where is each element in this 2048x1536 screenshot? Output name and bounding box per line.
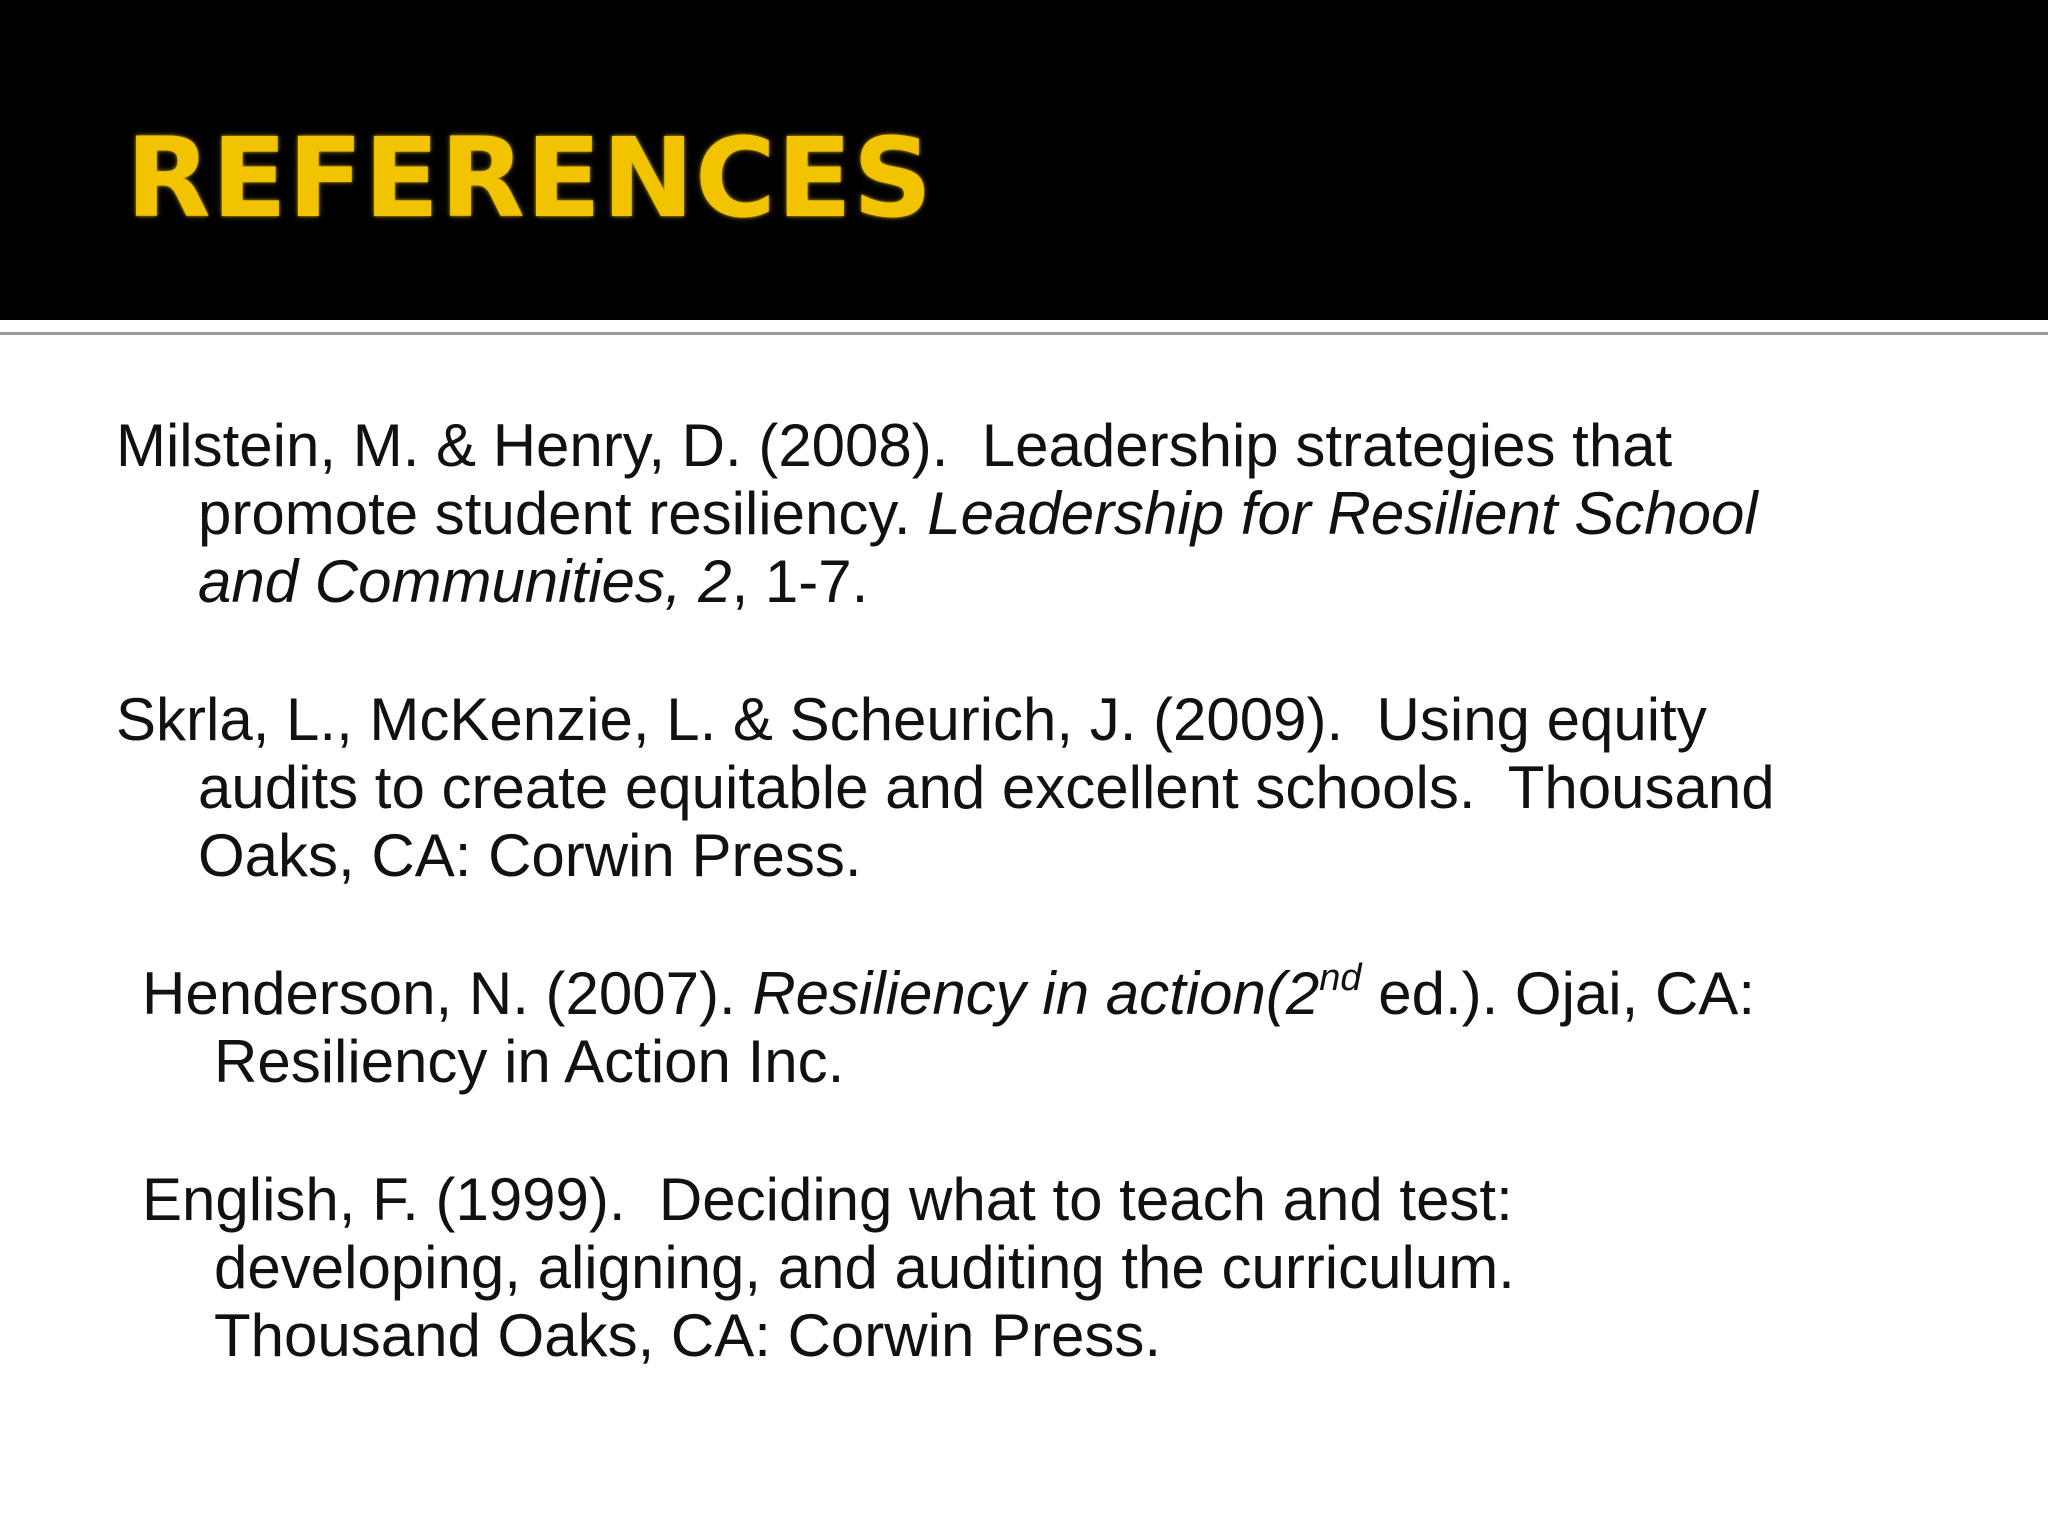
reference-line — [116, 412, 1758, 480]
italic-text: Leadership for Resilient School — [927, 480, 1758, 547]
slide-title: REFERENCES — [126, 114, 934, 242]
reference-line — [142, 1234, 1515, 1302]
reference-text: Henderson, N. (2007). — [142, 960, 753, 1027]
reference-line — [116, 480, 1758, 548]
reference-text: audits to create equitable and excellent schools. Thousand — [198, 754, 1775, 821]
reference-text: Thousand Oaks, CA: Corwin Press. — [214, 1302, 1162, 1369]
reference-text: English, F. (1999). Deciding what to teach and test: — [142, 1166, 1513, 1233]
reference-line — [116, 754, 1775, 822]
reference-entry — [142, 957, 1755, 1096]
reference-entry — [116, 686, 1775, 890]
reference-entry — [116, 412, 1758, 616]
title-divider — [0, 332, 2048, 335]
reference-line — [116, 822, 1775, 890]
reference-text: promote student resiliency. — [198, 480, 928, 547]
title-band — [0, 0, 2048, 320]
reference-text: Resiliency in Action Inc. — [214, 1028, 845, 1095]
reference-text: ed.). Ojai, CA: — [1361, 960, 1755, 1027]
reference-text: , 1-7. — [731, 548, 869, 615]
reference-line — [116, 548, 1758, 616]
reference-line — [142, 957, 1755, 1028]
reference-line — [142, 1028, 1755, 1096]
reference-entry — [142, 1166, 1515, 1370]
reference-text: Skrla, L., McKenzie, L. & Scheurich, J. (2009). Using equity — [116, 686, 1707, 753]
reference-text: Milstein, M. & Henry, D. (2008). Leadership strategies that — [116, 412, 1673, 479]
italic-text: and Communities, 2 — [198, 548, 732, 615]
superscript-text: nd — [1319, 957, 1362, 999]
reference-line — [142, 1302, 1515, 1370]
reference-text: Oaks, CA: Corwin Press. — [198, 822, 862, 889]
reference-line — [142, 1166, 1515, 1234]
reference-text: developing, aligning, and auditing the curriculum. — [214, 1234, 1515, 1301]
reference-line — [116, 686, 1775, 754]
italic-text: Resiliency in action(2 — [752, 960, 1320, 1027]
